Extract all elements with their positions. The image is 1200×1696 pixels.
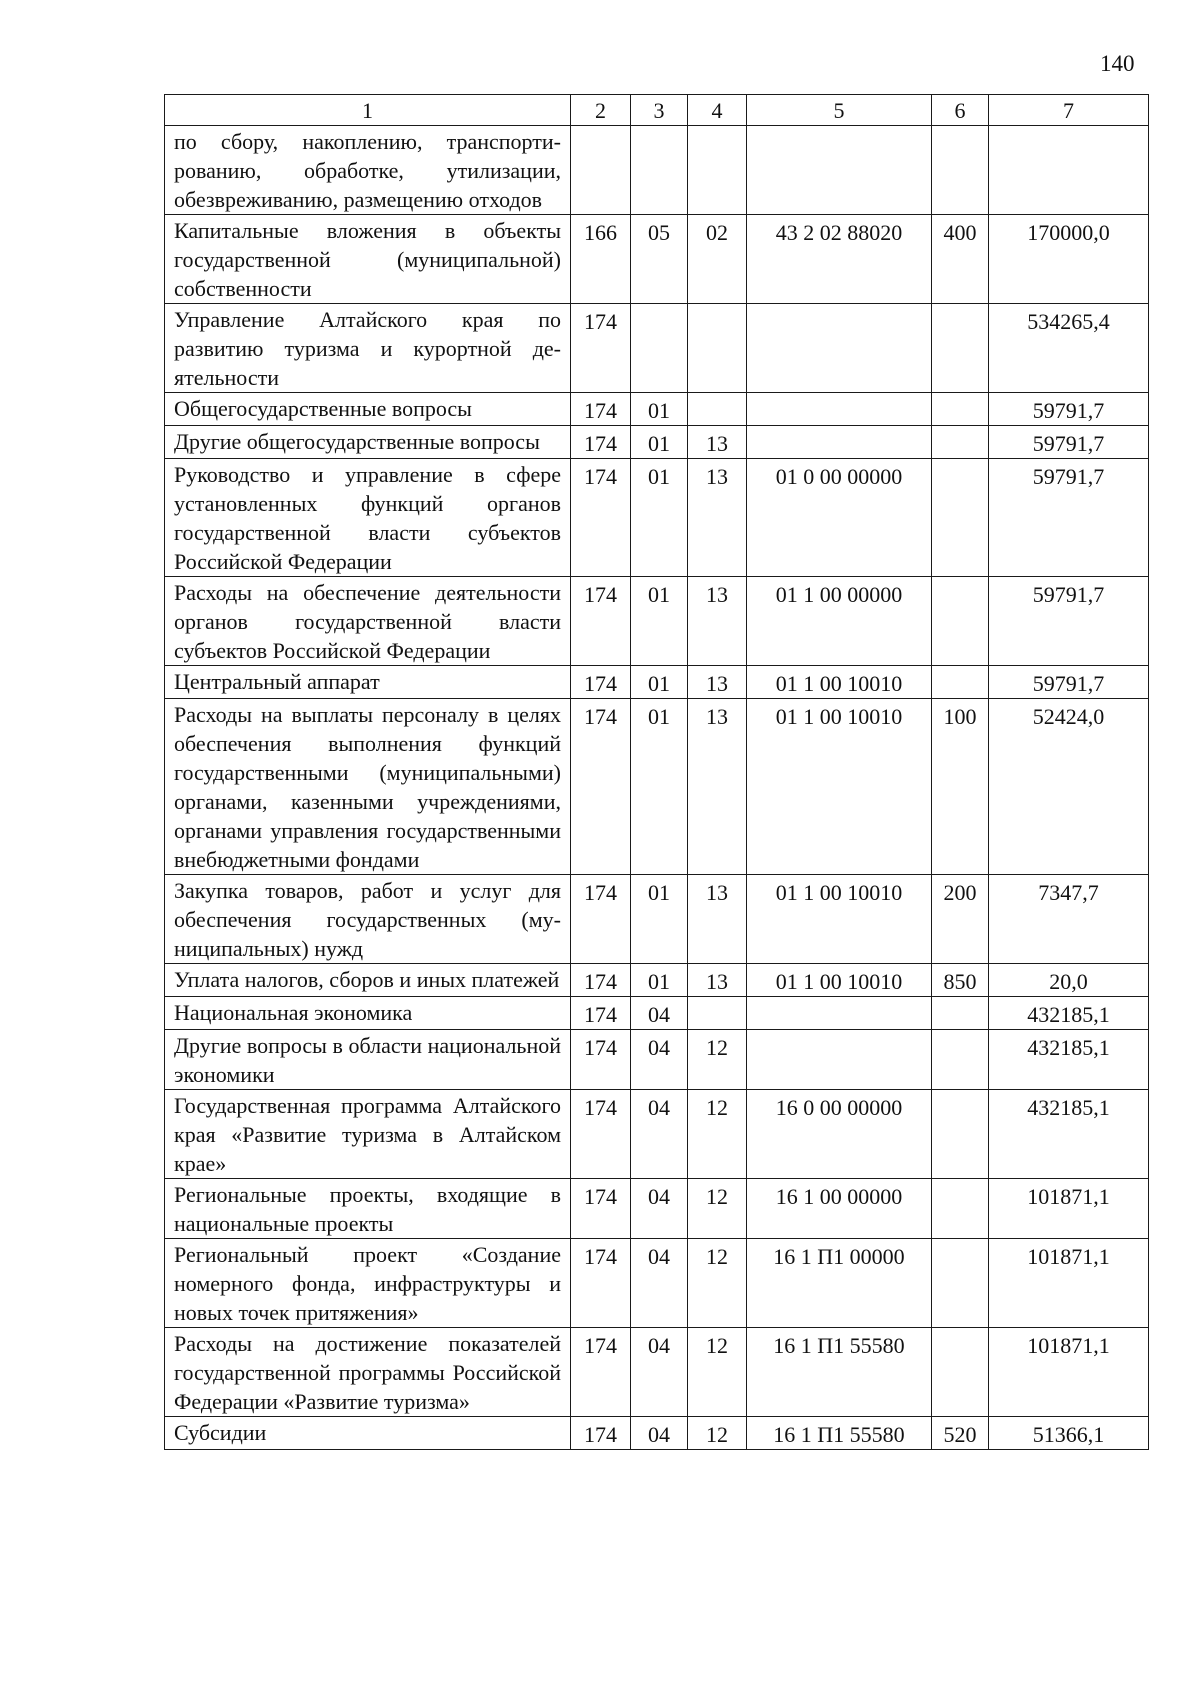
subsection-code-cell: 13 bbox=[688, 459, 747, 577]
amount-cell: 101871,1 bbox=[989, 1328, 1149, 1417]
expense-type-cell bbox=[932, 1239, 989, 1328]
target-article-cell: 01 1 00 10010 bbox=[747, 875, 932, 964]
column-header: 5 bbox=[747, 95, 932, 126]
target-article-cell: 01 1 00 10010 bbox=[747, 699, 932, 875]
item-name-cell: Управление Алтайского края по развитию туризма и курортной деятельности bbox=[165, 304, 571, 393]
target-article-cell: 01 1 00 10010 bbox=[747, 666, 932, 699]
amount-cell: 52424,0 bbox=[989, 699, 1149, 875]
amount-cell bbox=[989, 126, 1149, 215]
subsection-code-cell: 13 bbox=[688, 875, 747, 964]
section-code-cell: 01 bbox=[631, 393, 688, 426]
ministry-code-cell: 174 bbox=[571, 1417, 631, 1450]
subsection-code-cell: 13 bbox=[688, 666, 747, 699]
column-header: 1 bbox=[165, 95, 571, 126]
target-article-cell: 01 1 00 10010 bbox=[747, 964, 932, 997]
section-code-cell: 04 bbox=[631, 1239, 688, 1328]
item-name-cell: Закупка товаров, работ и услуг для обеспечения государственных (муниципальных) нужд bbox=[165, 875, 571, 964]
table-body bbox=[165, 126, 1149, 1450]
amount-cell: 20,0 bbox=[989, 964, 1149, 997]
item-name-cell: Другие вопросы в области национальной экономики bbox=[165, 1030, 571, 1090]
expense-type-cell: 100 bbox=[932, 699, 989, 875]
table-row bbox=[165, 1090, 1149, 1179]
target-article-cell: 16 1 00 00000 bbox=[747, 1179, 932, 1239]
amount-cell: 101871,1 bbox=[989, 1179, 1149, 1239]
ministry-code-cell: 174 bbox=[571, 666, 631, 699]
expense-type-cell: 400 bbox=[932, 215, 989, 304]
budget-table bbox=[164, 94, 1149, 1450]
column-header: 4 bbox=[688, 95, 747, 126]
amount-cell: 432185,1 bbox=[989, 1030, 1149, 1090]
table-row bbox=[165, 126, 1149, 215]
item-name-cell: Уплата налогов, сборов и иных платежей bbox=[165, 964, 571, 997]
amount-cell: 534265,4 bbox=[989, 304, 1149, 393]
target-article-cell: 16 1 П1 00000 bbox=[747, 1239, 932, 1328]
subsection-code-cell: 12 bbox=[688, 1328, 747, 1417]
section-code-cell: 04 bbox=[631, 1328, 688, 1417]
table-row bbox=[165, 215, 1149, 304]
ministry-code-cell: 174 bbox=[571, 393, 631, 426]
expense-type-cell bbox=[932, 126, 989, 215]
item-name-cell: Субсидии bbox=[165, 1417, 571, 1450]
subsection-code-cell: 12 bbox=[688, 1239, 747, 1328]
item-name-cell: Расходы на обеспечение деятельности органов государственной власти субъектов Российской Федерации bbox=[165, 577, 571, 666]
amount-cell: 101871,1 bbox=[989, 1239, 1149, 1328]
subsection-code-cell: 12 bbox=[688, 1090, 747, 1179]
amount-cell: 432185,1 bbox=[989, 997, 1149, 1030]
section-code-cell: 04 bbox=[631, 997, 688, 1030]
expense-type-cell bbox=[932, 1030, 989, 1090]
subsection-code-cell: 02 bbox=[688, 215, 747, 304]
table-row bbox=[165, 1417, 1149, 1450]
table-row bbox=[165, 304, 1149, 393]
amount-cell: 59791,7 bbox=[989, 393, 1149, 426]
item-name-cell: Общегосударственные вопросы bbox=[165, 393, 571, 426]
expense-type-cell bbox=[932, 997, 989, 1030]
expense-type-cell bbox=[932, 1328, 989, 1417]
ministry-code-cell: 174 bbox=[571, 1030, 631, 1090]
table-row bbox=[165, 875, 1149, 964]
subsection-code-cell: 13 bbox=[688, 699, 747, 875]
table-row bbox=[165, 426, 1149, 459]
section-code-cell bbox=[631, 304, 688, 393]
item-name-cell: Расходы на выплаты персоналу в целях обеспечения выполнения функций государственными (муниципальными) органами, казенными учреждениями, органами управления государственными внебюджетными фондами bbox=[165, 699, 571, 875]
expense-type-cell bbox=[932, 666, 989, 699]
ministry-code-cell: 174 bbox=[571, 1239, 631, 1328]
section-code-cell: 01 bbox=[631, 666, 688, 699]
amount-cell: 432185,1 bbox=[989, 1090, 1149, 1179]
target-article-cell: 16 1 П1 55580 bbox=[747, 1417, 932, 1450]
amount-cell: 7347,7 bbox=[989, 875, 1149, 964]
ministry-code-cell: 174 bbox=[571, 1179, 631, 1239]
amount-cell: 59791,7 bbox=[989, 459, 1149, 577]
section-code-cell: 04 bbox=[631, 1417, 688, 1450]
ministry-code-cell: 166 bbox=[571, 215, 631, 304]
ministry-code-cell: 174 bbox=[571, 1090, 631, 1179]
section-code-cell: 01 bbox=[631, 964, 688, 997]
item-name-cell: Региональные проекты, входящие в национальные проекты bbox=[165, 1179, 571, 1239]
item-name-cell: Другие общегосударственные вопросы bbox=[165, 426, 571, 459]
table-row bbox=[165, 1239, 1149, 1328]
ministry-code-cell: 174 bbox=[571, 426, 631, 459]
item-name-cell: по сбору, накоплению, транспортированию, обработке, утилизации, обезвреживанию, размещению отходов bbox=[165, 126, 571, 215]
subsection-code-cell: 12 bbox=[688, 1417, 747, 1450]
table-header-row bbox=[165, 95, 1149, 126]
expense-type-cell bbox=[932, 304, 989, 393]
expense-type-cell: 850 bbox=[932, 964, 989, 997]
target-article-cell bbox=[747, 393, 932, 426]
table-row bbox=[165, 964, 1149, 997]
ministry-code-cell: 174 bbox=[571, 577, 631, 666]
target-article-cell: 16 0 00 00000 bbox=[747, 1090, 932, 1179]
section-code-cell: 01 bbox=[631, 426, 688, 459]
item-name-cell: Региональный проект «Создание номерного фонда, инфраструктуры и новых точек притяжения» bbox=[165, 1239, 571, 1328]
section-code-cell: 01 bbox=[631, 699, 688, 875]
target-article-cell bbox=[747, 426, 932, 459]
expense-type-cell bbox=[932, 459, 989, 577]
table-row bbox=[165, 459, 1149, 577]
ministry-code-cell bbox=[571, 126, 631, 215]
subsection-code-cell bbox=[688, 997, 747, 1030]
table-row bbox=[165, 577, 1149, 666]
expense-type-cell bbox=[932, 393, 989, 426]
amount-cell: 59791,7 bbox=[989, 426, 1149, 459]
column-header: 6 bbox=[932, 95, 989, 126]
ministry-code-cell: 174 bbox=[571, 1328, 631, 1417]
subsection-code-cell: 13 bbox=[688, 577, 747, 666]
item-name-cell: Расходы на достижение показателей государственной программы Российской Федерации «Развитие туризма» bbox=[165, 1328, 571, 1417]
section-code-cell bbox=[631, 126, 688, 215]
expense-type-cell bbox=[932, 1090, 989, 1179]
page-number: 140 bbox=[1100, 51, 1135, 76]
item-name-cell: Центральный аппарат bbox=[165, 666, 571, 699]
expense-type-cell: 520 bbox=[932, 1417, 989, 1450]
expense-type-cell bbox=[932, 577, 989, 666]
subsection-code-cell: 12 bbox=[688, 1030, 747, 1090]
section-code-cell: 01 bbox=[631, 577, 688, 666]
column-header: 3 bbox=[631, 95, 688, 126]
table-row bbox=[165, 997, 1149, 1030]
amount-cell: 170000,0 bbox=[989, 215, 1149, 304]
section-code-cell: 01 bbox=[631, 875, 688, 964]
target-article-cell bbox=[747, 997, 932, 1030]
subsection-code-cell: 13 bbox=[688, 426, 747, 459]
target-article-cell bbox=[747, 126, 932, 215]
subsection-code-cell bbox=[688, 126, 747, 215]
item-name-cell: Национальная экономика bbox=[165, 997, 571, 1030]
ministry-code-cell: 174 bbox=[571, 699, 631, 875]
table-row bbox=[165, 393, 1149, 426]
ministry-code-cell: 174 bbox=[571, 875, 631, 964]
section-code-cell: 04 bbox=[631, 1179, 688, 1239]
table-row bbox=[165, 666, 1149, 699]
section-code-cell: 05 bbox=[631, 215, 688, 304]
amount-cell: 59791,7 bbox=[989, 666, 1149, 699]
item-name-cell: Капитальные вложения в объекты государственной (муниципальной) собственности bbox=[165, 215, 571, 304]
section-code-cell: 04 bbox=[631, 1030, 688, 1090]
table-row bbox=[165, 1179, 1149, 1239]
target-article-cell bbox=[747, 304, 932, 393]
amount-cell: 51366,1 bbox=[989, 1417, 1149, 1450]
table-row bbox=[165, 1328, 1149, 1417]
ministry-code-cell: 174 bbox=[571, 459, 631, 577]
column-header: 2 bbox=[571, 95, 631, 126]
item-name-cell: Руководство и управление в сфере установленных функций органов государственной власти субъектов Российской Федерации bbox=[165, 459, 571, 577]
ministry-code-cell: 174 bbox=[571, 964, 631, 997]
table-row bbox=[165, 699, 1149, 875]
section-code-cell: 01 bbox=[631, 459, 688, 577]
target-article-cell: 01 1 00 00000 bbox=[747, 577, 932, 666]
target-article-cell: 43 2 02 88020 bbox=[747, 215, 932, 304]
expense-type-cell bbox=[932, 1179, 989, 1239]
target-article-cell bbox=[747, 1030, 932, 1090]
ministry-code-cell: 174 bbox=[571, 304, 631, 393]
table-row bbox=[165, 1030, 1149, 1090]
subsection-code-cell bbox=[688, 393, 747, 426]
amount-cell: 59791,7 bbox=[989, 577, 1149, 666]
target-article-cell: 16 1 П1 55580 bbox=[747, 1328, 932, 1417]
section-code-cell: 04 bbox=[631, 1090, 688, 1179]
subsection-code-cell bbox=[688, 304, 747, 393]
expense-type-cell: 200 bbox=[932, 875, 989, 964]
subsection-code-cell: 12 bbox=[688, 1179, 747, 1239]
target-article-cell: 01 0 00 00000 bbox=[747, 459, 932, 577]
expense-type-cell bbox=[932, 426, 989, 459]
column-header: 7 bbox=[989, 95, 1149, 126]
item-name-cell: Государственная программа Алтайского края «Развитие туризма в Алтайском крае» bbox=[165, 1090, 571, 1179]
ministry-code-cell: 174 bbox=[571, 997, 631, 1030]
subsection-code-cell: 13 bbox=[688, 964, 747, 997]
